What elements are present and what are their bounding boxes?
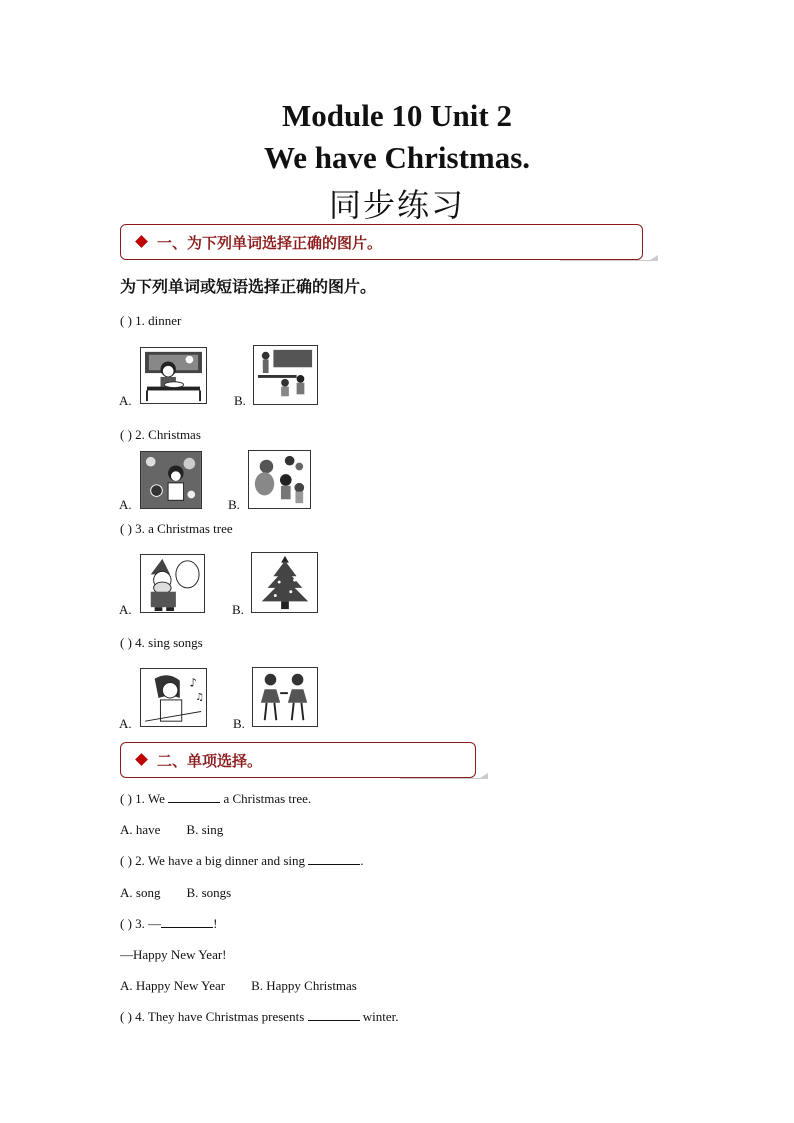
question-text: a Christmas tree. — [223, 791, 312, 806]
question-text: ( ) 2. We have a big dinner and sing — [120, 853, 305, 868]
christmas-picture-a[interactable] — [140, 451, 202, 509]
page-heading-chinese: 同步练习 — [328, 186, 465, 224]
question-text: ! — [213, 916, 218, 931]
section-1-instruction: 为下列单词或短语选择正确的图片。 — [120, 277, 377, 296]
question-1-prompt: ( ) 1. dinner — [120, 313, 182, 328]
question-text: winter. — [362, 1009, 399, 1024]
option-b-label: B. — [228, 497, 240, 512]
question-text: ( ) 4. They have Christmas presents — [120, 1009, 305, 1024]
option-a-label: A. — [119, 497, 132, 512]
question-3-prompt: ( ) 3. a Christmas tree — [120, 521, 233, 536]
question-2-prompt: ( ) 2. Christmas — [120, 427, 201, 442]
choice-question-3 — [120, 916, 218, 932]
banner-shadow — [400, 772, 490, 780]
question-text: . — [360, 853, 364, 868]
choice-options-3: A. Happy New Year B. Happy Christmas — [120, 978, 357, 993]
question-4-prompt: ( ) 4. sing songs — [120, 635, 203, 650]
page-title: Module 10 Unit 2 — [282, 98, 512, 133]
choice-reply-3: —Happy New Year! — [120, 947, 227, 962]
dinner-picture-a[interactable] — [140, 347, 207, 404]
svg-text:♪: ♪ — [189, 675, 197, 690]
page-subtitle: We have Christmas. — [263, 140, 531, 175]
sing-songs-picture-a[interactable] — [140, 668, 207, 727]
section-1-label: 一、为下列单词选择正确的图片。 — [157, 234, 383, 252]
option-b-label: B. — [232, 602, 244, 617]
answer-blank[interactable] — [161, 916, 213, 928]
answer-blank[interactable] — [168, 791, 220, 803]
svg-text:♫: ♫ — [195, 691, 204, 703]
choice-options-2: A. song B. songs — [120, 885, 232, 900]
option-b-label: B. — [234, 393, 246, 408]
christmas-tree-picture-b[interactable] — [251, 552, 318, 613]
christmas-picture-b[interactable] — [248, 450, 311, 509]
question-text: ( ) 1. We — [120, 791, 165, 806]
banner-shadow — [560, 254, 660, 262]
diamond-icon — [135, 753, 148, 766]
choice-options-1: A. have B. sing — [120, 822, 224, 837]
option-a-label: A. — [119, 716, 132, 731]
dinner-picture-b[interactable] — [253, 345, 318, 405]
option-b-label: B. — [233, 716, 245, 731]
diamond-icon — [135, 235, 148, 248]
question-text: ( ) 3. — — [120, 916, 162, 931]
option-a-label: A. — [119, 393, 132, 408]
answer-blank[interactable] — [308, 853, 360, 865]
option-a-label: A. — [119, 602, 132, 617]
choice-question-2 — [120, 853, 364, 869]
dancing-picture-b[interactable] — [252, 667, 318, 727]
choice-question-4 — [120, 1009, 399, 1025]
answer-blank[interactable] — [308, 1009, 360, 1021]
section-2-label: 二、单项选择。 — [157, 752, 263, 770]
santa-picture-a[interactable] — [140, 554, 205, 613]
choice-question-1 — [120, 791, 311, 807]
